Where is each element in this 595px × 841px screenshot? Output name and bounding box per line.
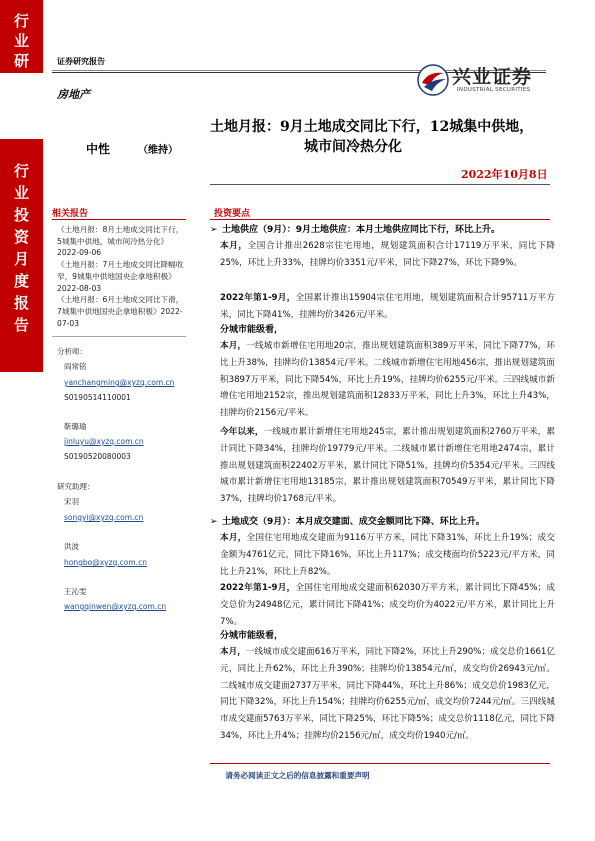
title-line-1: 土地月报：9月土地成交同比下行，12城集中供地，	[210, 119, 534, 135]
report-title	[210, 117, 550, 157]
logo-name-en: INDUSTRIAL SECURITIES	[457, 87, 531, 93]
bullet-arrow-icon: ➢	[210, 225, 218, 235]
related-reports-rule	[52, 219, 186, 220]
invest-rule	[210, 219, 550, 220]
sidebar-band-mid	[0, 139, 43, 372]
related-report-item[interactable]: 《土地月报：8月土地成交同比下行，5城集中供地，城市间冷热分化》2022-09-06	[57, 225, 184, 258]
sidebar-band-char: 报	[13, 294, 29, 312]
paragraph-text: 一线城市累计新增住宅用地245宗，累计推出规划建筑面积2760万平米，累计同比下降34%，挂牌均价19779元/平米。二线城市累计新增住宅用地2474宗，累计推出规划建筑面积22402万平米，累计同比下降51%，挂牌均价5354元/平米。三四线城市累计新增住宅用地13185宗，累计推出规划建筑面积70549万平米，累计同比下降37%，挂牌均价1768元/平米。	[220, 427, 555, 505]
analyst-name: 阎常铭	[64, 362, 87, 371]
paragraph-lead: 本月，	[220, 241, 248, 251]
analyst-email[interactable]: jinluyu@xyzq.com.cn	[64, 437, 144, 446]
sidebar-band-char: 资	[13, 228, 29, 246]
sidebar-band-char: 究	[13, 72, 29, 90]
related-report-item[interactable]: 《土地月报：7月土地成交同比降幅收窄，9城集中供地国央企拿地积极》2022-08-03	[57, 260, 184, 293]
title-line-2: 城市间冷热分化	[304, 139, 402, 155]
paragraph-lead: 今年以来，	[220, 427, 264, 437]
bullet-arrow-icon: ➢	[210, 517, 218, 527]
date-rule	[210, 184, 550, 185]
report-type: 证券研究报告	[57, 57, 105, 66]
bullet-land-supply	[210, 222, 500, 235]
paragraph	[220, 644, 555, 745]
assistants-heading: 研究助理：	[57, 482, 95, 491]
related-reports-bottom-rule	[52, 336, 186, 337]
paragraph-text: 一线城市新增住宅用地20宗，推出规划建筑面积389万平米，同比下降77%，环比上升38%，挂牌均价13854元/平米。二线城市新增住宅用地456宗，推出规划建筑面积3897万平米，同比下降54%，环比上升19%，挂牌均价6255元/平米。三四线城市新增住宅用地2152宗，推出规划建筑面积12833万平米，同比上升3%，环比上升43%，挂牌均价2156元/平米。	[220, 341, 555, 419]
sidebar-band-char: 研	[13, 52, 29, 70]
assistant-name: 宋羽	[64, 497, 79, 506]
sidebar-band-top	[0, 0, 43, 90]
assistant-name: 王沁雯	[64, 587, 87, 596]
footer-rule	[210, 763, 550, 764]
subheading: 分城市能级看，	[220, 631, 284, 641]
paragraph	[220, 338, 555, 422]
sidebar-band-char: 行	[13, 162, 29, 180]
sidebar-band-char: 业	[13, 184, 29, 202]
sidebar-band-char: 月	[13, 250, 29, 268]
bullet-text: 土地供应（9月）：9月土地供应：本月土地供应同比下行，环比上升。	[222, 225, 501, 235]
assistant-email[interactable]: wangqinwen@xyzq.com.cn	[64, 602, 167, 611]
related-reports-list	[57, 224, 185, 329]
bullet-text: 土地成交（9月）：本月成交建面、成交金额同比下降、环比上升。	[222, 517, 485, 527]
footer-disclaimer[interactable]: 请务必阅读正文之后的信息披露和重要声明	[225, 771, 370, 780]
logo-name-cn: 兴业证券	[452, 66, 533, 88]
paragraph-text: 一线城市成交建面616万平米，同比下降2%，环比上升290%；成交总价1661亿元，同比上升62%，环比上升390%；挂牌均价13854元/㎡，成交均价26943元/㎡。二线城市成交建面2737万平米，同比下降44%，环比上升86%；成交总价1983亿元，同比下降32%，环比上升154%；挂牌均价6255元/㎡，成交均价7244元/㎡。三四线城市成交建面5763万平米，同比下降25%，环比下降5%；成交总价1118亿元，同比下降34%，环比上升4%；挂牌均价2156元/㎡，成交均价1940元/㎡。	[220, 647, 555, 741]
paragraph-lead: 2022年第1-9月，	[220, 583, 296, 593]
assistant-email[interactable]: hongbo@xyzq.com.cn	[64, 558, 147, 567]
sidebar-band-top-text	[0, 0, 43, 91]
analyst-name: 靳璐瑜	[64, 422, 87, 431]
sidebar-band-char: 投	[13, 206, 29, 224]
paragraph-text: 全国合计推出2628宗住宅用地，规划建筑面积合计17119万平米，同比下降25%，环比上升33%，挂牌均价3351元/平米，同比下降27%，环比下降9%。	[220, 241, 555, 268]
paragraph	[220, 424, 555, 508]
invest-heading: 投资要点	[214, 209, 251, 219]
paragraph	[220, 530, 555, 580]
company-logo-icon	[416, 63, 450, 97]
paragraph-text: 全国住宅用地成交建面为9116万平方米，同比下降31%，环比上升19%；成交金额为4761亿元，同比下降16%，环比上升117%；成交楼面均价5223元/平方米，同比上升21%，环比上升82%。	[220, 533, 555, 577]
paragraph-lead: 本月，	[220, 341, 247, 351]
sidebar-band-mid-text	[0, 139, 43, 336]
related-report-item[interactable]: 《土地月报：6月土地成交同比下滑，7城集中供地国央企拿地积极》2022-07-03	[57, 295, 184, 328]
subheading: 分城市能级看，	[220, 325, 284, 335]
sector-label: 房地产	[57, 88, 90, 101]
paragraph	[220, 290, 555, 324]
paragraph-text: 全国累计推出15904宗住宅用地，规划建筑面积合计95711万平方米，同比下降41%，挂牌均价3426元/平米。	[220, 293, 555, 320]
bullet-land-transaction	[210, 514, 485, 527]
paragraph-lead: 2022年第1-9月，	[220, 293, 296, 303]
paragraph-text: 全国住宅用地成交建面积62030万平方米，累计同比下降45%；成交总价为24948亿元，累计同比下降41%；成交均价为4022元/平方米，累计同比上升7%。	[220, 583, 555, 627]
related-reports-heading: 相关报告	[52, 209, 89, 219]
sidebar-band-char: 度	[13, 272, 29, 290]
assistant-email[interactable]: songyi@xyzq.com.cn	[64, 513, 144, 522]
analyst-cert: S0190514110001	[64, 393, 131, 402]
paragraph-lead: 本月，	[220, 533, 247, 543]
paragraph	[220, 580, 555, 630]
sidebar-band-char: 业	[13, 32, 29, 50]
sidebar-band-char: 告	[13, 316, 29, 334]
report-date: 2022年10月8日	[461, 168, 548, 181]
rating-value: 中性	[86, 142, 111, 156]
sidebar-band-char: 行	[13, 12, 29, 30]
rating-change: （维持）	[138, 145, 178, 156]
assistant-name: 洪波	[64, 542, 79, 551]
analysts-heading: 分析师：	[57, 347, 87, 356]
paragraph	[220, 238, 555, 272]
analyst-email[interactable]: yanchangming@xyzq.com.cn	[64, 378, 175, 387]
paragraph-lead: 本月，	[220, 647, 246, 657]
analyst-cert: S0190520080003	[64, 452, 131, 461]
